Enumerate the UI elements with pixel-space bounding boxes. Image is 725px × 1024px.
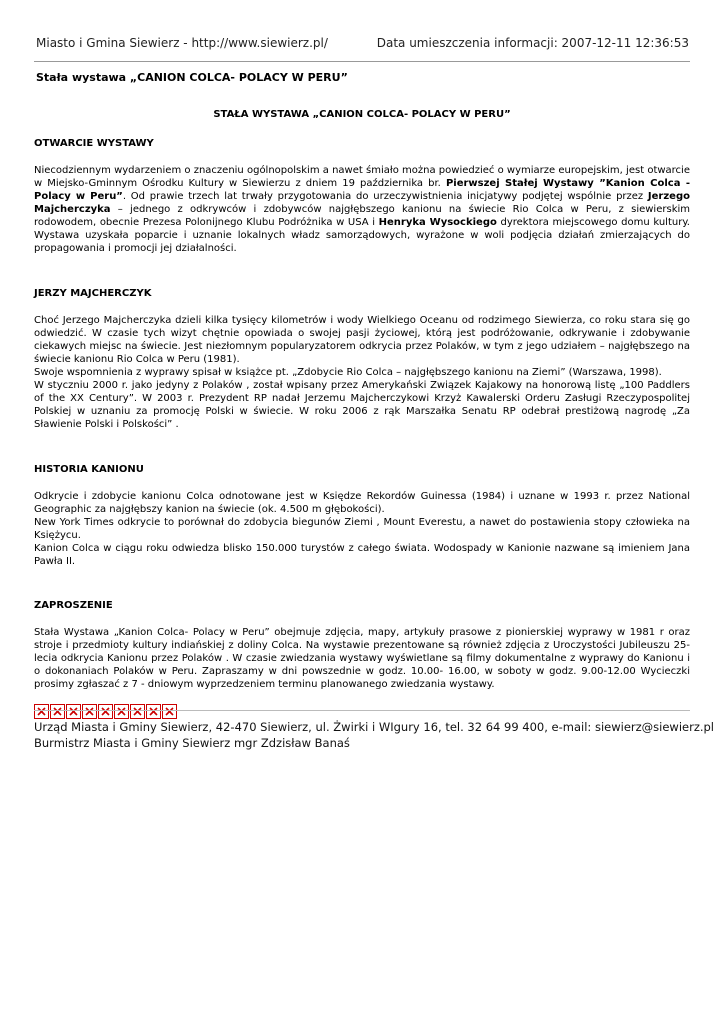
text-run: Niecodziennym wydarzeniem o znaczeniu ogólnopolskim a nawet śmiało można powiedzieć o wymiarze europejskim, jest otwarcie w Miejsko-Gminnym Ośrodku Kultury w Siewierzu z dniem 19 października br. (34, 165, 690, 189)
text-bold-wysocki: Henryka Wysockiego (378, 217, 497, 228)
text-run: – jednego z odkrywców i zdobywców najgłębszego kanionu na świecie Rio Colca w Peru, z siewierskim rodowodem, obecnie Prezesa Polonijnego Klubu Podróżnika w USA i (34, 204, 690, 228)
spacer (34, 431, 690, 463)
text-run: dyrektora miejscowego domu kultury. Wystawa uzyskała poparcie i uznanie lokalnych władz samorządowych, wyrażone w woli podjęcia działań zmierzających do propagowania i promocji jej działalności. (34, 217, 690, 254)
section-text-history-1: Odkrycie i zdobycie kanionu Colca odnotowane jest w Księdze Rekordów Guinessa (1984) i uznane w 1993 r. przez National Geographic za najgłębszy kanion na świecie (ok. 4.500 m głębokości). (34, 491, 690, 515)
article-body (34, 108, 690, 719)
broken-image-icon (130, 704, 145, 719)
section-text-history-3: Kanion Colca w ciągu roku odwiedza blisko 150.000 turystów z całego świata. Wodospady w Kanionie nazwane są imieniem Jana Pawła II. (34, 543, 690, 567)
broken-image-icon (66, 704, 81, 719)
section-text-majcherczyk-1: Choć Jerzego Majcherczyka dzieli kilka tysięcy kilometrów i wody Wielkiego Oceanu od rodzimego Siewierza, co roku stara się go odwiedzić. W czasie tych wizyt chętnie opowiada o swojej pasji życiowej, którą jest podróżowanie, odkrywanie i zdobywanie ciekawych miejsc na świecie. Jest niezłomnym popularyzatorem odkrycia przez Polaków, w tym z jego udziałem – najgłębszego na świecie kanionu Rio Colca w Peru (1981). (34, 315, 690, 365)
spacer (34, 255, 690, 287)
footer (34, 719, 714, 751)
broken-image-icon (82, 704, 97, 719)
section-text-invitation: Stała Wystawa „Kanion Colca- Polacy w Peru” obejmuje zdjęcia, mapy, artykuły prasowe z pionierskiej wyprawy w 1981 r oraz stroje i przedmioty kultury indiańskiej z doliny Colca. Na wystawie prezentowane są również zdjęcia z Uroczystości Jubileuszu 25- lecia odkrycia Kanionu przez Polaków . W czasie zwiedzania wystawy wyświetlane są filmy dokumentalne z wyprawy do Kanionu i o dokonaniach Polaków w Peru. Zapraszamy w dni powszednie w godz. 10.00- 16.00, w soboty w godz. 9.00-12.00 Wycieczki prosimy zgłaszać z 7 - dniowym wyprzedzeniem terminu planowanego zwiedzania wystawy. (34, 627, 690, 690)
section-heading-history: HISTORIA KANIONU (34, 464, 144, 475)
broken-image-icon (146, 704, 161, 719)
footer-address: Urząd Miasta i Gminy Siewierz, 42-470 Siewierz, ul. Żwirki i WIgury 16, tel. 32 64 99 400, e-mail: siewierz@siewierz.pl (34, 720, 715, 734)
broken-image-icon (162, 704, 177, 719)
page-title: Stała wystawa „CANION COLCA- POLACY W PERU” (36, 71, 348, 84)
broken-image-icon (50, 704, 65, 719)
broken-image-icon (114, 704, 129, 719)
section-heading-majcherczyk: JERZY MAJCHERCZYK (34, 288, 152, 299)
footer-mayor: Burmistrz Miasta i Gminy Siewierz mgr Zdzisław Banaś (34, 736, 350, 750)
text-run: . Od prawie trzech lat trwały przygotowania do urzeczywistnienia inicjatywy podjętej wspólnie przez (122, 191, 648, 202)
header-divider (34, 61, 690, 62)
section-text-majcherczyk-2: Swoje wspomnienia z wyprawy spisał w książce pt. „Zdobycie Rio Colca – najgłębszego kanionu na Ziemi” (Warszawa, 1998). (34, 367, 662, 378)
section-text-opening (34, 164, 690, 255)
footer-divider (34, 710, 690, 711)
spacer (34, 568, 690, 599)
section-heading-opening: OTWARCIE WYSTAWY (34, 138, 154, 149)
broken-image-icon (34, 704, 49, 719)
header-site: Miasto i Gmina Siewierz - http://www.siewierz.pl/ (36, 36, 328, 50)
image-strip (34, 704, 690, 719)
article-title: STAŁA WYSTAWA „CANION COLCA- POLACY W PERU” (213, 109, 511, 120)
broken-image-icon (98, 704, 113, 719)
section-heading-invitation: ZAPROSZENIE (34, 600, 113, 611)
header-date: Data umieszczenia informacji: 2007-12-11 12:36:53 (376, 36, 689, 50)
text-bold-exhibition: Pierwszej Stałej Wystawy ”Kanion Colca - Polacy w Peru” (34, 178, 691, 202)
section-text-history-2: New York Times odkrycie to porównał do zdobycia biegunów Ziemi , Mount Everestu, a nawet do postawienia stopy człowieka na Księżycu. (34, 517, 690, 541)
text-bold-majcherczyk: Jerzego Majcherczyka (34, 191, 690, 215)
section-text-majcherczyk-3: W styczniu 2000 r. jako jedyny z Polaków , został wpisany przez Amerykański Związek Kajakowy na honorową listę „100 Paddlers of the XX Century”. W 2003 r. Prezydent RP nadał Jerzemu Majcherczykowi Krzyż Kawalerski Orderu Zasługi Rzeczypospolitej Polskiej w uznaniu za promocję Polski w świecie. W roku 2006 z rąk Marszałka Senatu RP odebrał prestiżową nagrodę „Za Sławienie Polski i Polskości” . (34, 380, 690, 430)
